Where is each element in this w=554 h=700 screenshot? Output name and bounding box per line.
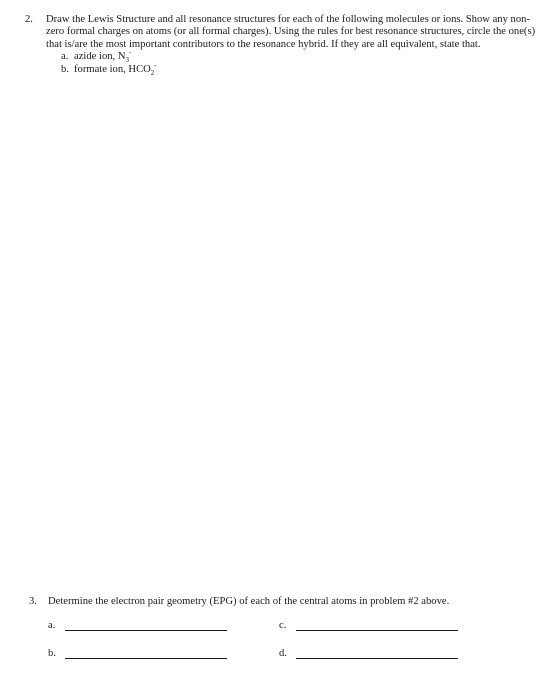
item-b-label: formate ion, HCO xyxy=(74,63,151,75)
question-2 xyxy=(25,14,545,76)
answer-b-label: b. xyxy=(48,648,56,659)
item-b-letter: b. xyxy=(61,63,69,75)
item-b-superscript: - xyxy=(154,61,157,70)
question-2-item-a xyxy=(61,48,545,65)
item-a-superscript: - xyxy=(128,48,132,57)
item-a-subscript: 3 xyxy=(125,56,129,65)
answer-a-line[interactable] xyxy=(65,630,227,631)
question-3 xyxy=(29,596,549,608)
answer-d-line[interactable] xyxy=(296,658,458,659)
item-b-subscript: 2 xyxy=(150,68,155,77)
answer-b-line[interactable] xyxy=(65,658,227,659)
question-3-number: 3. xyxy=(29,596,37,607)
item-a-letter: a. xyxy=(61,51,69,63)
answer-a-label: a. xyxy=(48,620,56,631)
question-3-text: Determine the electron pair geometry (EPG) of each of the central atoms in problem #2 above. xyxy=(48,596,450,607)
question-2-number: 2. xyxy=(25,14,33,25)
answer-c-line[interactable] xyxy=(296,630,458,631)
item-a-label: azide ion, N xyxy=(74,51,126,63)
answer-d-label: d. xyxy=(279,648,287,659)
question-2-item-b xyxy=(61,61,545,77)
answer-c-label: c. xyxy=(279,620,287,631)
question-2-text: Draw the Lewis Structure and all resonance structures for each of the following molecules or ions. Show any non-zero formal charges on atoms (or all formal charges). Using the rules for best resonance structures, circle the one(s) that is/are the most important contributors to the resonance hybrid. If they are all equivalent, state that. xyxy=(46,14,536,50)
